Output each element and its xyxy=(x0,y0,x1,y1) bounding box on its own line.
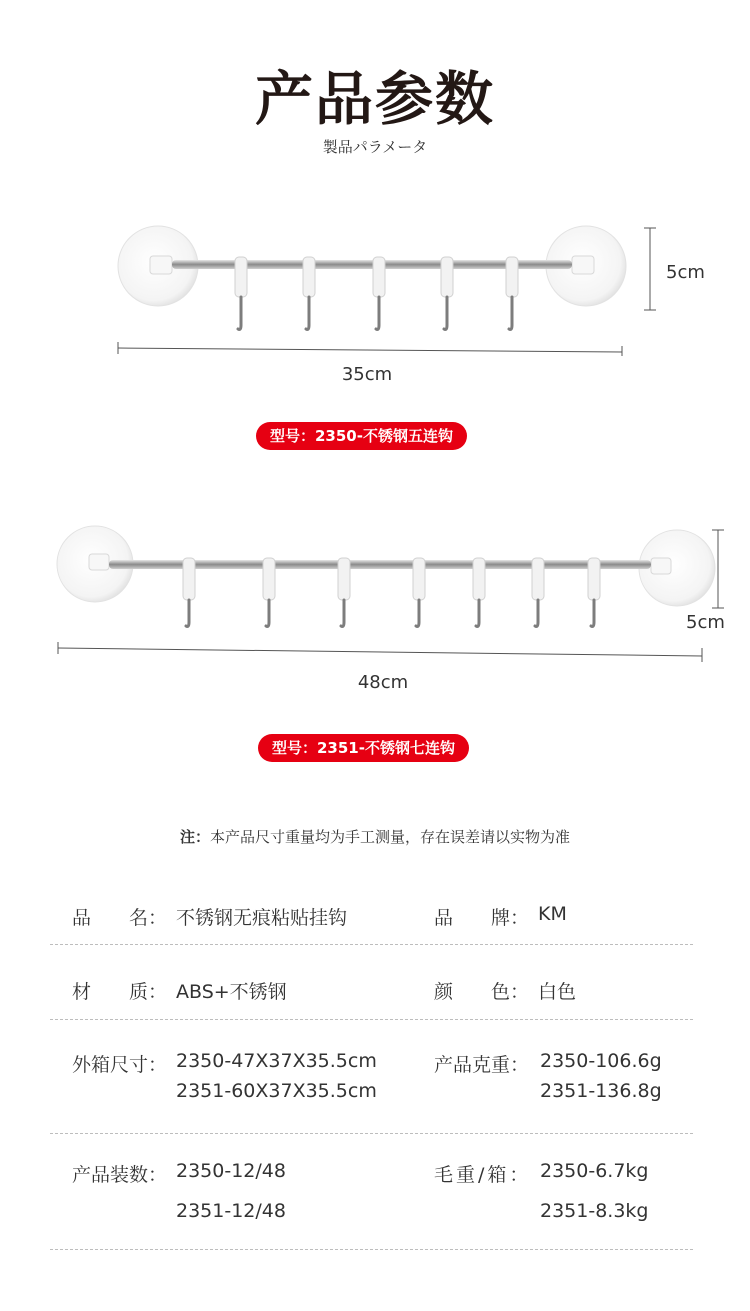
measurement-note xyxy=(0,826,750,847)
width-label: 48cm xyxy=(357,672,409,693)
product-2351-image xyxy=(55,522,717,632)
row-divider xyxy=(50,1249,693,1250)
spec-material-value: ABS+不锈钢 xyxy=(176,981,287,1003)
spec-brand-label: 品 牌： xyxy=(434,907,530,929)
spec-brand-value: KM xyxy=(538,903,567,925)
spec-carton-value: 2350-47X37X35.5cm xyxy=(176,1050,377,1072)
height-label: 5cm xyxy=(666,262,705,283)
width-dimension-line xyxy=(116,340,624,356)
spec-gross-label: 毛重/箱： xyxy=(434,1164,532,1186)
spec-name-label: 品 名： xyxy=(72,907,168,929)
model-badge: 型号：2351-不锈钢七连钩 xyxy=(258,734,469,762)
page-subtitle: 製品パラメータ xyxy=(322,138,428,156)
note-text: 本产品尺寸重量均为手工测量，存在误差请以实物为准 xyxy=(210,828,571,846)
spec-weight-label: 产品克重： xyxy=(434,1054,530,1076)
spec-gross-value: 2351-8.3kg xyxy=(540,1200,649,1222)
height-dimension-line xyxy=(640,226,660,312)
spec-gross-value: 2350-6.7kg xyxy=(540,1160,649,1182)
spec-color-label: 颜 色： xyxy=(434,981,530,1003)
note-prefix: 注： xyxy=(179,828,210,846)
spec-pack-label: 产品装数： xyxy=(72,1164,168,1186)
row-divider xyxy=(50,944,693,945)
spec-weight-value: 2350-106.6g xyxy=(540,1050,662,1072)
spec-pack-value: 2351-12/48 xyxy=(176,1200,286,1222)
model-badge: 型号：2350-不锈钢五连钩 xyxy=(256,422,467,450)
row-divider xyxy=(50,1019,693,1020)
spec-name-value: 不锈钢无痕粘贴挂钩 xyxy=(176,907,348,929)
spec-pack-value: 2350-12/48 xyxy=(176,1160,286,1182)
spec-material-label: 材 质： xyxy=(72,981,168,1003)
height-dimension-line xyxy=(708,528,728,610)
spec-carton-label: 外箱尺寸： xyxy=(72,1054,168,1076)
spec-color-value: 白色 xyxy=(538,981,577,1003)
product-2350-image xyxy=(110,222,640,342)
width-dimension-line xyxy=(56,638,706,664)
spec-weight-value: 2351-136.8g xyxy=(540,1080,662,1102)
height-label: 5cm xyxy=(686,612,725,633)
row-divider xyxy=(50,1133,693,1134)
page-title: 产品参数 xyxy=(254,65,495,133)
spec-carton-value: 2351-60X37X35.5cm xyxy=(176,1080,377,1102)
width-label: 35cm xyxy=(341,364,393,385)
